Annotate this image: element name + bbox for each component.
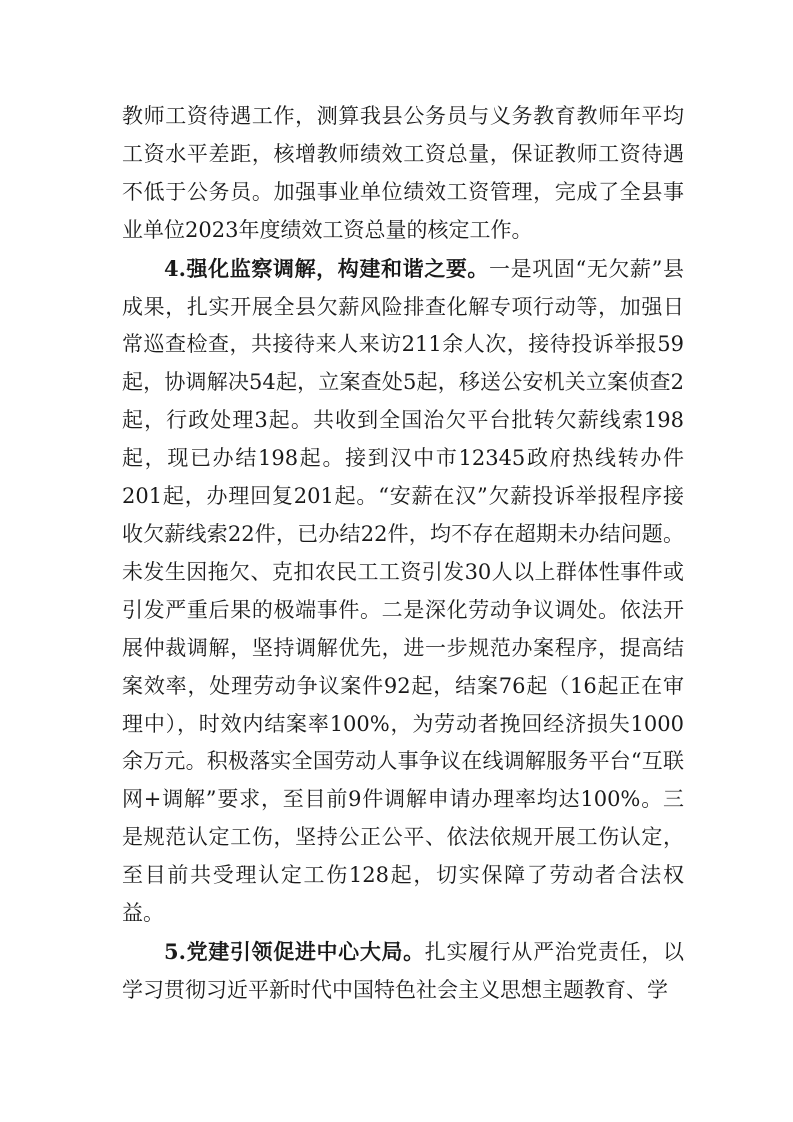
paragraph-continuation [122, 98, 684, 250]
paragraph-section-4 [122, 250, 684, 933]
paragraph-text: 一是巩固“无欠薪”县成果，扎实开展全县欠薪风险排查化解专项行动等，加强日常巡查检查，共接待来人来访211余人次，接待投诉举报59起，协调解决54起，立案查处5起，移送公安机关立案侦查2起，行政处理3起。共收到全国治欠平台批转欠薪线索198起，现已办结198起。接到汉中市12345政府热线转办件201起，办理回复201起。“安薪在汉”欠薪投诉举报程序接收欠薪线索22件，已办结22件，均不存在超期未办结问题。未发生因拖欠、克扣农民工工资引发30人以上群体性事件或引发严重后果的极端事件。二是深化劳动争议调处。依法开展仲裁调解，坚持调解优先，进一步规范办案程序，提高结案效率，处理劳动争议案件92起，结案76起（16起正在审理中），时效内结案率100%，为劳动者挽回经济损失1000余万元。积极落实全国劳动人事争议在线调解服务平台“互联网+调解”要求，至目前9件调解申请办理率均达100%。三是规范认定工伤，坚持公正公平、依法依规开展工伤认定，至目前共受理认定工伤128起，切实保障了劳动者合法权益。 [122, 256, 684, 926]
section-heading: 5.党建引领促进中心大局。 [164, 938, 425, 964]
paragraph-text: 扎实履行从严治党责任，以学习贯彻习近平新时代中国特色社会主义思想主题教育、学 [122, 939, 685, 1002]
section-heading: 4.强化监察调解，构建和谐之要。 [164, 255, 490, 281]
paragraph-section-5 [122, 933, 684, 1010]
body-text [122, 98, 684, 1010]
paragraph-text: 教师工资待遇工作，测算我县公务员与义务教育教师年平均工资水平差距，核增教师绩效工资总量，保证教师工资待遇不低于公务员。加强事业单位绩效工资管理，完成了全县事业单位2023年度绩效工资总量的核定工作。 [122, 104, 684, 242]
